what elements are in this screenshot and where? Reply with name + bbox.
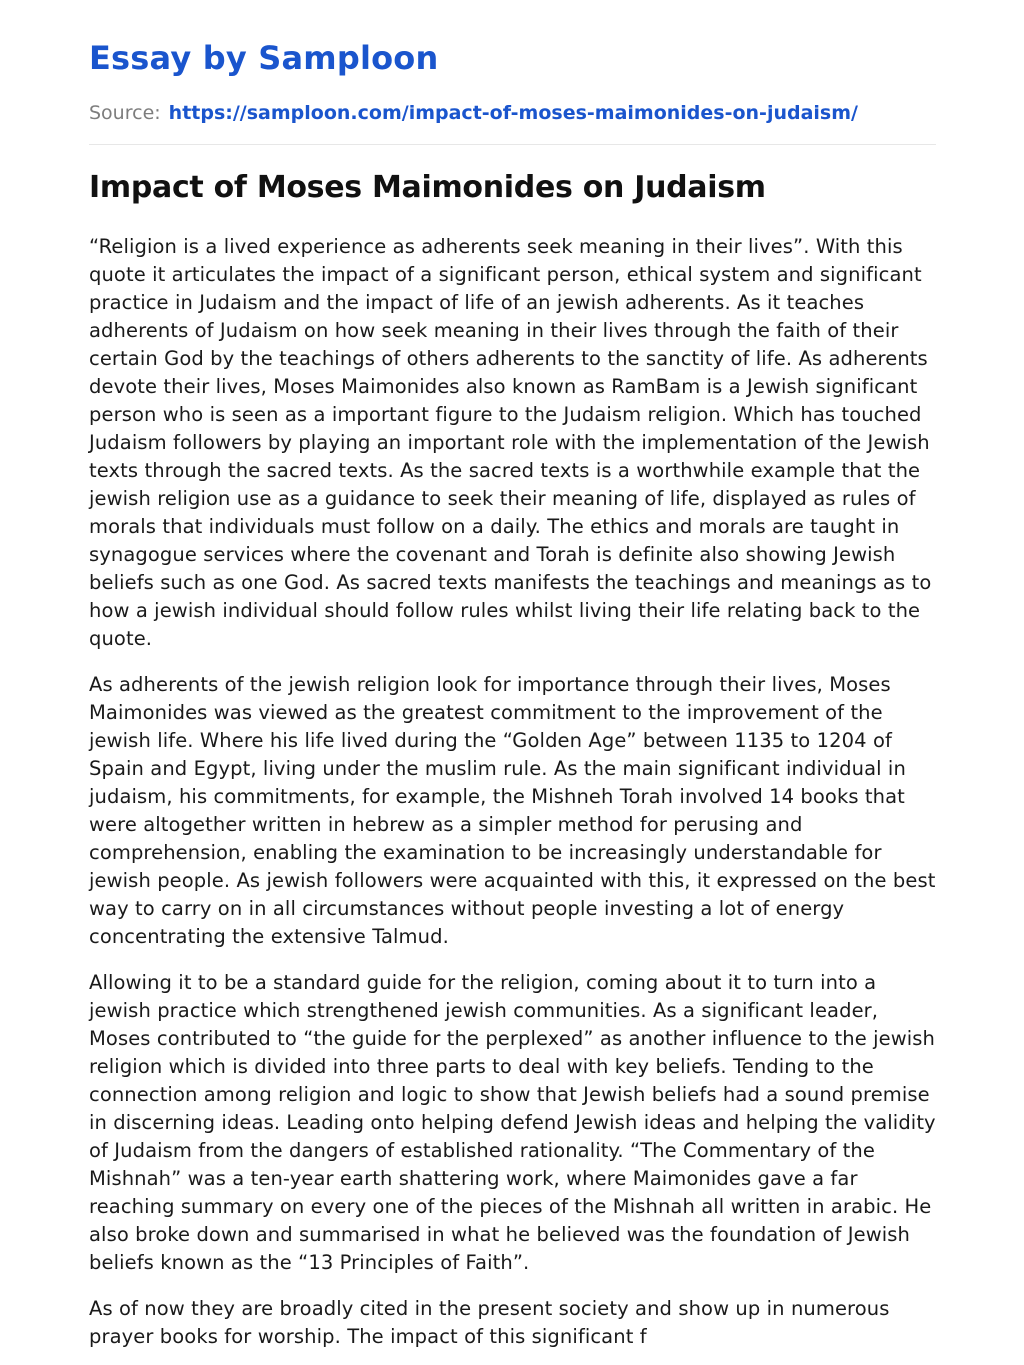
essay-paragraph: Allowing it to be a standard guide for the religion, coming about it to turn into a jewish practice which strengthened jewish communities. As a significant leader, Moses contributed to “the guide for the perplexed” as another influence to the jewish religion which is divided into three parts to deal with key beliefs. Tending to the connection among religion and logic to show that Jewish beliefs had a sound premise in discerning ideas. Leading onto helping defend Jewish ideas and helping the validity of Judaism from the dangers of established rationality. “The Commentary of the Mishnah” was a ten-year earth shattering work, where Maimonides gave a far reaching summary on every one of the pieces of the Mishnah all written in arabic. He also broke down and summarised in what he believed was the foundation of Jewish beliefs known as the “13 Principles of Faith”. <box>89 970 936 1274</box>
essay-title: Impact of Moses Maimonides on Judaism <box>89 170 766 206</box>
source-label: Source: <box>89 101 161 124</box>
essay-paragraph: “Religion is a lived experience as adherents seek meaning in their lives”. With this quote it articulates the impact of a significant person, ethical system and significant practice in Judaism and the impact of life of an jewish adherents. As it teaches adherents of Judaism on how seek meaning in their lives through the faith of their certain God by the teachings of others adherents to the sanctity of life. As adherents devote their lives, Moses Maimonides also known as RamBam is a Jewish significant person who is seen as a important figure to the Judaism religion. Which has touched Judaism followers by playing an important role with the implementation of the Jewish texts through the sacred texts. As the sacred texts is a worthwhile example that the jewish religion use as a guidance to seek their meaning of life, displayed as rules of morals that individuals must follow on a daily. The ethics and morals are taught in synagogue services where the covenant and Torah is definite also showing Jewish beliefs such as one God. As sacred texts manifests the teachings and meanings as to how a jewish individual should follow rules whilst living their life relating back to the quote. <box>89 234 932 650</box>
page-title: Essay by Samploon <box>89 39 439 77</box>
essay-paragraph: As of now they are broadly cited in the present society and show up in numerous prayer books for worship. The impact of this significant f <box>89 1296 890 1348</box>
source-url-link[interactable]: https://samploon.com/impact-of-moses-maimonides-on-judaism/ <box>168 101 858 124</box>
source-line <box>89 102 936 125</box>
divider <box>89 144 936 145</box>
essay-body <box>89 233 936 1351</box>
essay-paragraph: As adherents of the jewish religion look for importance through their lives, Moses Maimonides was viewed as the greatest commitment to the improvement of the jewish life. Where his life lived during the “Golden Age” between 1135 to 1204 of Spain and Egypt, living under the muslim rule. As the main significant individual in judaism, his commitments, for example, the Mishneh Torah involved 14 books that were altogether written in hebrew as a simpler method for perusing and comprehension, enabling the examination to be increasingly understandable for jewish people. As jewish followers were acquainted with this, it expressed on the best way to carry on in all circumstances without people investing a lot of energy concentrating the extensive Talmud. <box>89 672 936 948</box>
